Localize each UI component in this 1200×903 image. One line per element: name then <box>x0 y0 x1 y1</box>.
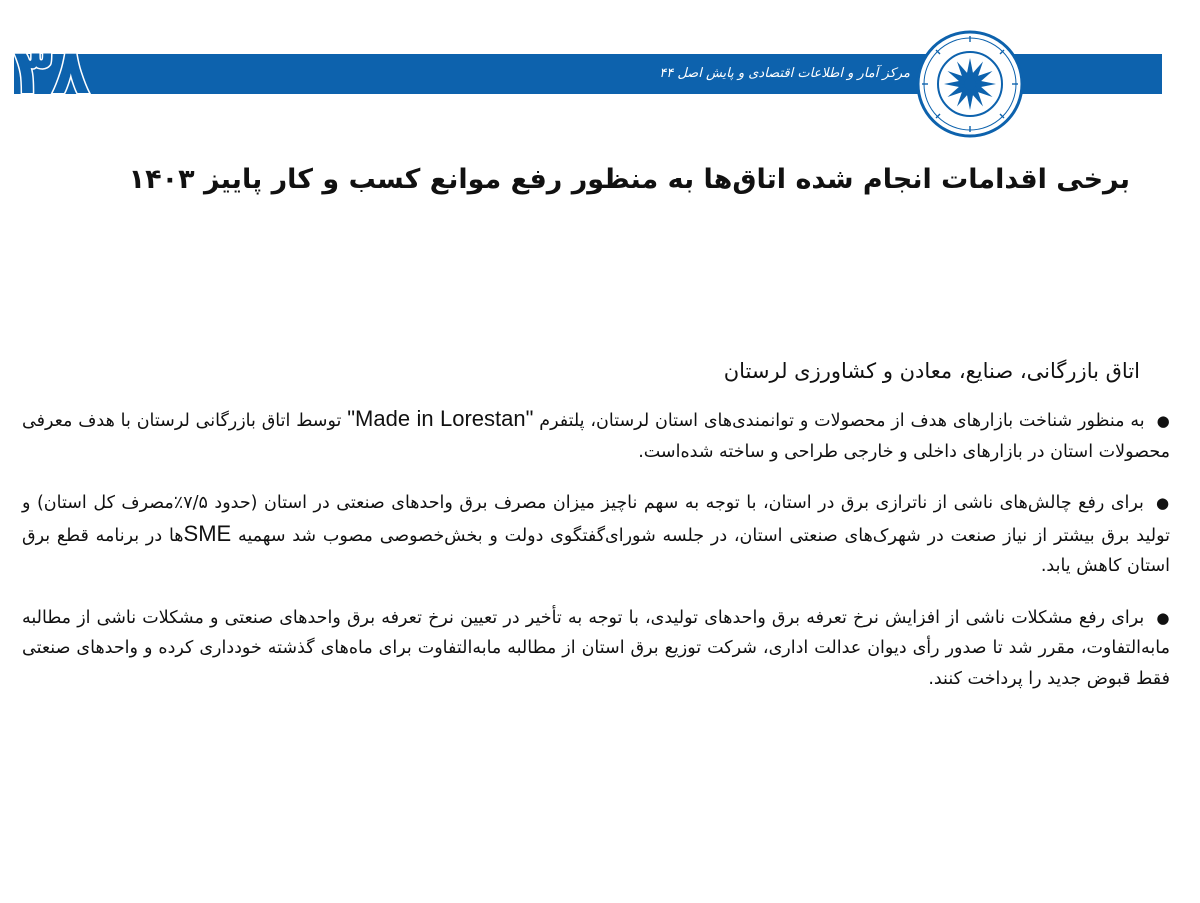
paragraph-text: برای رفع چالش‌های ناشی از ناترازی برق در استان، با توجه به سهم ناچیز میزان مصرف برق واحدهای صنعتی در استان (حدود ۷/۵٪مصرف کل استان) و تولید برق بیشتر از نیاز صنعت در شهرک‌های صنعتی استان، در جلسه شورای‌گفتگوی دولت و بخش‌خصوصی مصوب شد سهمیه <box>22 493 1170 546</box>
chamber-subtitle: اتاق بازرگانی، صنایع، معادن و کشاورزی لرستان <box>723 359 1140 383</box>
bullet-icon: ● <box>1155 494 1170 512</box>
paragraph-item <box>22 404 1170 467</box>
bullet-icon: ● <box>1156 412 1171 430</box>
bullet-icon: ● <box>1156 608 1170 627</box>
paragraph-text: ها در برنامه قطع برق استان کاهش یابد. <box>22 525 1170 576</box>
header-caption: مرکز آمار و اطلاعات اقتصادی و پایش اصل ۴۴ <box>659 66 910 81</box>
paragraph-item <box>22 603 1170 695</box>
paragraph-list <box>22 404 1170 715</box>
paragraph-item <box>22 488 1170 582</box>
paragraph-text: به منظور شناخت بازارهای هدف از محصولات و توانمندی‌های استان لرستان، پلتفرم <box>533 411 1145 431</box>
page-title: برخی اقدامات انجام شده اتاق‌ها به منظور رفع موانع کسب و کار پاییز ۱۴۰۳ <box>128 164 1130 195</box>
paragraph-text: برای رفع مشکلات ناشی از افزایش نرخ تعرفه برق واحدهای تولیدی، با توجه به تأخیر در تعیین نرخ تعرفه برق واحدهای صنعتی و مشکلات ناشی از مطالبه مابه‌التفاوت، مقرر شد تا صدور رأی دیوان عدالت اداری، شرکت توزیع برق استان از مطالبه مابه‌التفاوت برای ماه‌های گذشته خودداری کرده و واحدهای صنعتی فقط قبوض جدید را پرداخت کنند. <box>22 607 1170 689</box>
paragraph-text: توسط اتاق بازرگانی لرستان با هدف معرفی محصولات استان در بازارهای داخلی و خارجی طراحی و ساخته شده‌است. <box>22 411 1170 462</box>
sme-term: SME <box>183 520 232 546</box>
platform-name: "Made in Lorestan" <box>347 406 534 431</box>
page-number: ۳۸ <box>14 35 90 108</box>
chamber-logo-icon <box>914 28 1026 140</box>
